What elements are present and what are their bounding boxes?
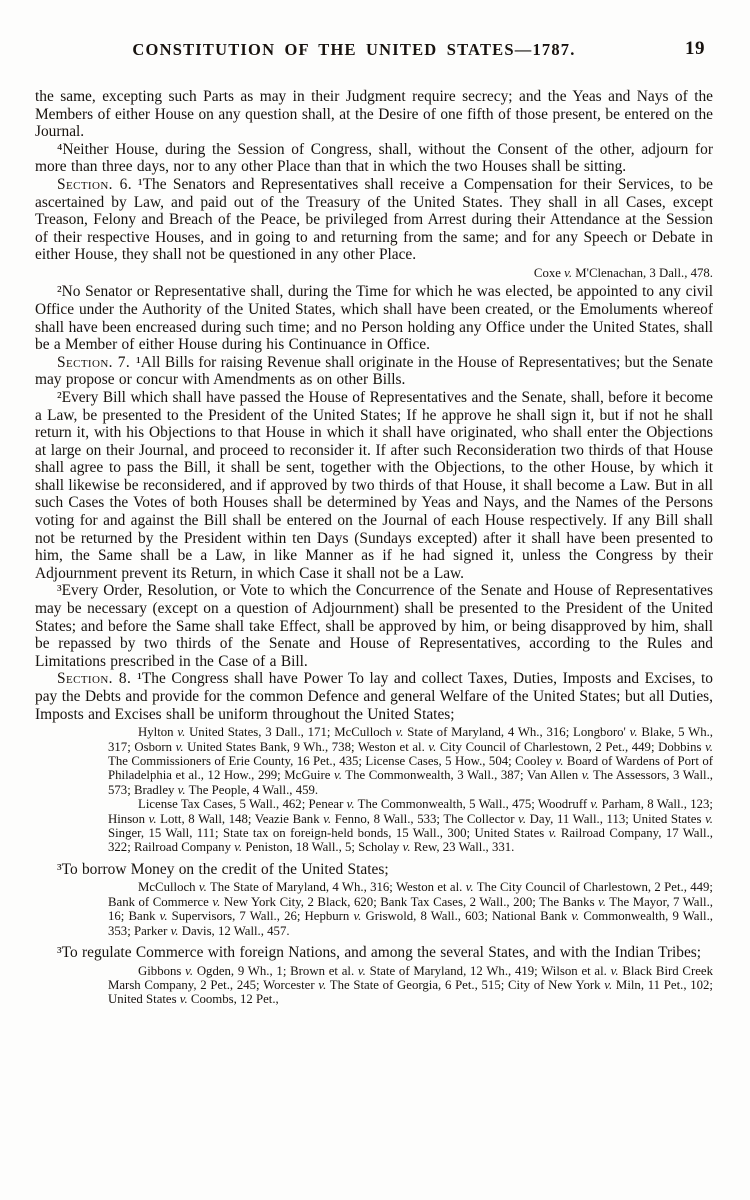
paragraph-section-8 [35,670,713,723]
citations-regulate-commerce [35,964,713,1007]
paragraph-adjournment: ⁴Neither House, during the Session of Congress, shall, without the Consent of the other, adjourn for more than three days, nor to any other Place than that in which the two Houses shall be sitting. [35,140,713,176]
clause-regulate-commerce: ³To regulate Commerce with foreign Nations, and among the several States, and with the Indian Tribes; [57,944,702,962]
citations-borrow-money [35,880,713,938]
paragraph-secrecy-continuation: the same, excepting such Parts as may in their Judgment require secrecy; and the Yeas and Nays of the Members of either House on any question shall, at the Desire of one fifth of those present, be entered on the Journal. [35,88,713,141]
paragraph-every-order: ³Every Order, Resolution, or Vote to which the Concurrence of the Senate and House of Representatives may be necessary (except on a question of Adjournment) shall be presented to the President of the United States; and before the Same shall take Effect, shall be approved by him, or being disapproved by him, shall be repassed by two thirds of the Senate and House of Representatives, according to the Rules and Limitations prescribed in the Case of a Bill. [35,582,713,670]
paragraph-section-6 [35,176,713,264]
citations-taxing-power [35,725,713,855]
section-6-text: ¹The Senators and Representatives shall receive a Compensation for their Services, to be ascertained by Law, and paid out of the Treasury of the United States. They shall in all Cases, except Treason, Felony and Breach of the Peace, be privileged from Arrest during their Attendance at the Session of their respective Houses, and in going to and returning from the same; and for any Speech or Debate in either House, they shall not be questioned in any other Place. [35,175,714,264]
section-7-label: Section. 7. [57,353,131,371]
paragraph-no-senator: ²No Senator or Representative shall, during the Time for which he was elected, be appointed to any civil Office under the Authority of the United States, which shall have been created, or the Emoluments whereof shall have been encreased during such time; and no Person holding any Office under the United States, shall be a Member of either House during his Continuance in Office. [35,283,713,354]
citation-paragraph: Hylton v. United States, 3 Dall., 171; McCulloch v. State of Maryland, 4 Wh., 316; Longboro' v. Blake, 5 Wh., 317; Osborn v. United States Bank, 9 Wh., 738; Weston et al. v. City Council of Charlestown, 2 Pet., 449; Dobbins v. The Commissioners of Erie County, 16 Pet., 435; License Cases, 5 How., 504; Cooley v. Board of Wardens of Port of Philadelphia et al., 12 How., 299; McGuire v. The Commonwealth, 3 Wall., 387; Van Allen v. The Assessors, 3 Wall., 573; Bradley v. The People, 4 Wall., 459. [108,725,714,797]
citation-paragraph: License Tax Cases, 5 Wall., 462; Penear v. The Commonwealth, 5 Wall., 475; Woodruff v. Parham, 8 Wall., 123; Hinson v. Lott, 8 Wall, 148; Veazie Bank v. Fenno, 8 Wall., 533; The Collector v. Day, 11 Wall., 113; United States v. Singer, 15 Wall, 111; State tax on foreign-held bonds, 15 Wall., 300; United States v. Railroad Company, 17 Wall., 322; Railroad Company v. Peniston, 18 Wall., 5; Scholay v. Rew, 23 Wall., 331. [108,797,713,855]
section-8-text: ¹The Congress shall have Power To lay and collect Taxes, Duties, Imposts and Excises, to pay the Debts and provide for the common Defence and general Welfare of the United States; but all Duties, Imposts and Excises shall be uniform throughout the United States; [35,670,713,723]
paragraph-section-7 [35,354,713,389]
citation-coxe-mclenachan: Coxe v. M'Clenachan, 3 Dall., 478. [533,265,713,280]
section-6-label: Section. 6. [57,175,133,193]
paragraph-every-bill: ²Every Bill which shall have passed the House of Representatives and the Senate, shall, before it become a Law, be presented to the President of the United States; If he approve he shall sign it, but if not he shall return it, with his Objections to that House in which it shall have originated, who shall enter the Objections at large on their Journal, and proceed to reconsider it. If after such Reconsideration two thirds of that House shall agree to pass the Bill, it shall be sent, together with the Objections, to the other House, by which it shall likewise be reconsidered, and if approved by two thirds of that House, it shall become a Law. But in all such Cases the Votes of both Houses shall be determined by Yeas and Nays, and the Names of the Persons voting for and against the Bill shall be entered on the Journal of each House respectively. If any Bill shall not be returned by the President within ten Days (Sundays excepted) after it shall have been presented to him, the Same shall be a Law, in like Manner as if he had signed it, unless the Congress by their Adjournment prevent its Return, in which Case it shall not be a Law. [35,388,713,582]
running-header [35,40,713,64]
section-7-text: ¹All Bills for raising Revenue shall originate in the House of Representatives; but the Senate may propose or concur with Amendments as on other Bills. [35,353,713,389]
page-number: 19 [685,38,705,59]
page-title: CONSTITUTION OF THE UNITED STATES—1787. [132,40,576,59]
citation-paragraph: McCulloch v. The State of Maryland, 4 Wh., 316; Weston et al. v. The City Council of Charlestown, 2 Pet., 449; Bank of Commerce v. New York City, 2 Black, 620; Bank Tax Cases, 2 Wall., 200; The Banks v. The Mayor, 7 Wall., 16; Bank v. Supervisors, 7 Wall., 26; Hepburn v. Griswold, 8 Wall., 603; National Bank v. Commonwealth, 9 Wall., 353; Parker v. Davis, 12 Wall., 457. [108,880,713,938]
clause-borrow-money: ³To borrow Money on the credit of the United States; [57,860,389,878]
section-8-label: Section. 8. [57,670,132,688]
citation-paragraph: Gibbons v. Ogden, 9 Wh., 1; Brown et al. v. State of Maryland, 12 Wh., 419; Wilson et al. v. Black Bird Creek Marsh Company, 2 Pet., 245; Worcester v. The State of Georgia, 6 Pet., 515; City of New York v. Miln, 11 Pet., 102; United States v. Coombs, 12 Pet., [108,963,713,1007]
